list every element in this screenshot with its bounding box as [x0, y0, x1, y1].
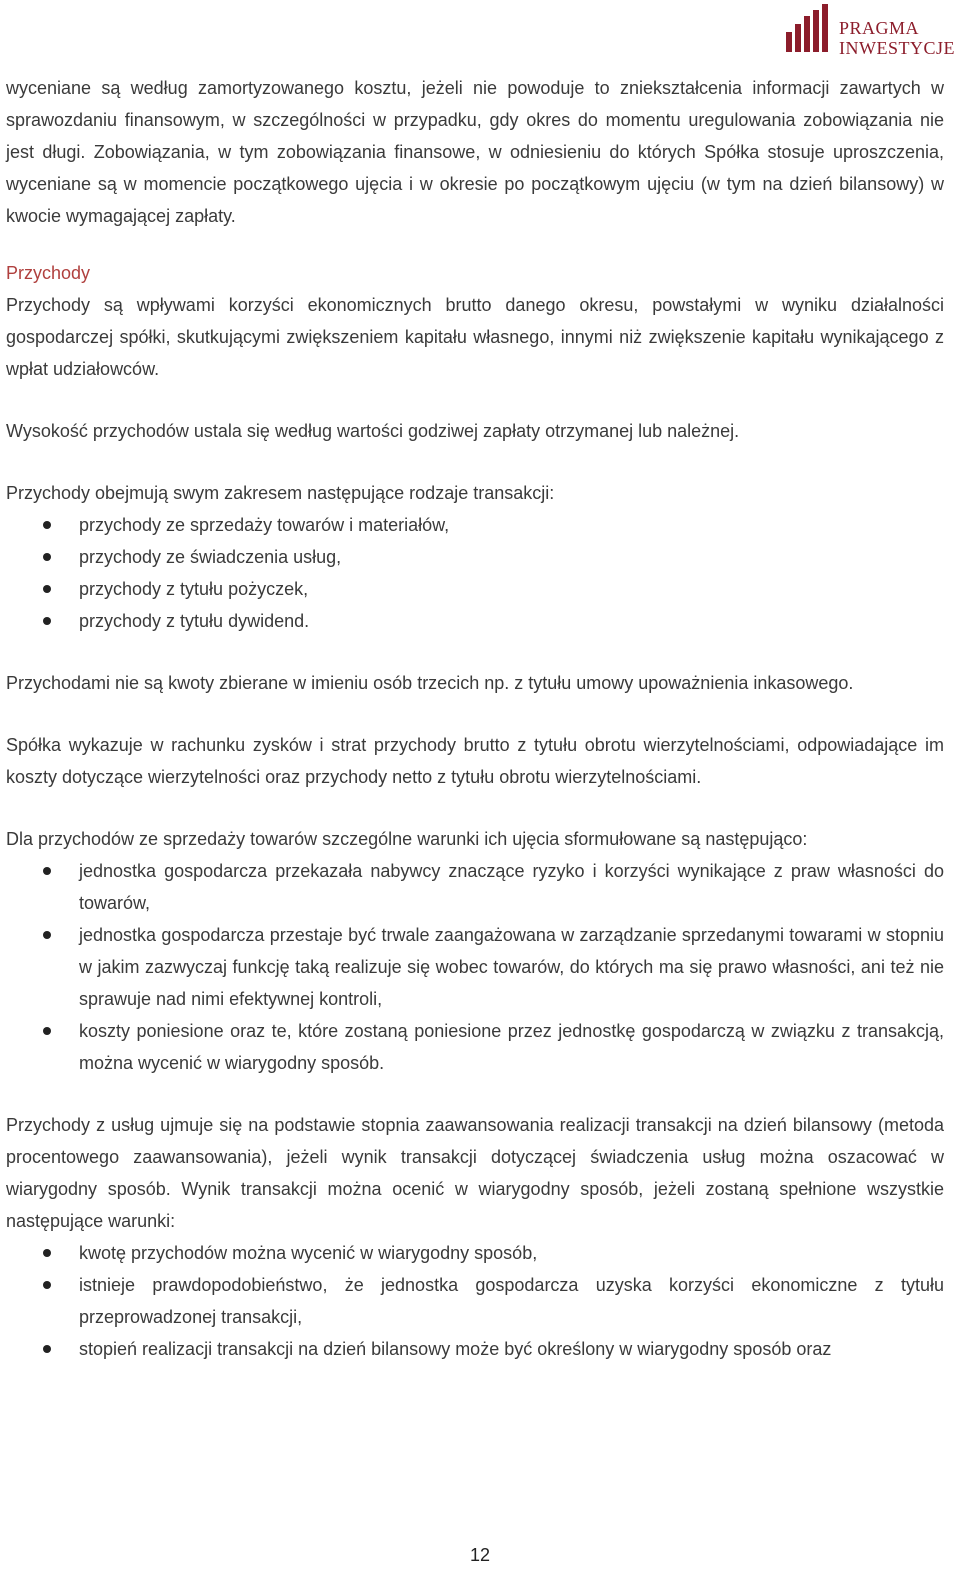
list-item: kwotę przychodów można wycenić w wiarygodny sposób,: [6, 1237, 944, 1269]
bullet-icon: [43, 521, 51, 529]
bullet-icon: [43, 1345, 51, 1353]
bullet-icon: [43, 1027, 51, 1035]
logo-text-line1: PRAGMA: [839, 18, 920, 38]
list-item: jednostka gospodarcza przestaje być trwale zaangażowana w zarządzanie sprzedanymi towarami w stopniu w jakim zazwyczaj funkcję taką realizuje się wobec towarów, do których ma się prawo własności, ani też nie sprawuje nad nimi efektywnej kontroli,: [6, 919, 944, 1015]
bullet-icon: [43, 1249, 51, 1257]
paragraph-services-intro: Przychody z usług ujmuje się na podstawie stopnia zaawansowania realizacji transakcji na dzień bilansowy (metoda procentowego zaawansowania), jeżeli wynik transakcji dotyczącej świadczenia usług można oszacować w wiarygodny sposób. Wynik transakcji można ocenić w wiarygodny sposób, jeżeli zostaną spełnione wszystkie następujące warunki:: [6, 1115, 944, 1231]
revenue-types-list: [6, 509, 944, 637]
goods-conditions-list: [6, 855, 944, 1079]
document-body: [6, 72, 944, 1365]
list-item: przychody z tytułu pożyczek,: [6, 573, 944, 605]
section-heading: Przychody: [6, 263, 91, 283]
logo-bars-icon: [784, 2, 836, 54]
bullet-icon: [43, 931, 51, 939]
list-item: stopień realizacji transakcji na dzień bilansowy może być określony w wiarygodny sposób oraz: [6, 1333, 944, 1365]
list-item: koszty poniesione oraz te, które zostaną poniesione przez jednostkę gospodarczą w związku z transakcją, można wycenić w wiarygodny sposób.: [6, 1015, 944, 1079]
list-item: istnieje prawdopodobieństwo, że jednostka gospodarcza uzyska korzyści ekonomiczne z tytułu przeprowadzonej transakcji,: [6, 1269, 944, 1333]
paragraph-types-intro: Przychody obejmują swym zakresem następujące rodzaje transakcji:: [6, 483, 555, 503]
paragraph-valuation: Wysokość przychodów ustala się według wartości godziwej zapłaty otrzymanej lub należnej.: [6, 421, 740, 441]
bullet-icon: [43, 867, 51, 875]
paragraph-third-parties: Przychodami nie są kwoty zbierane w imieniu osób trzecich np. z tytułu umowy upoważnienia inkasowego.: [6, 673, 854, 693]
bullet-icon: [43, 585, 51, 593]
list-item: przychody ze świadczenia usług,: [6, 541, 944, 573]
bullet-icon: [43, 553, 51, 561]
logo-text-line2: INWESTYCJE: [839, 38, 955, 58]
paragraph-definition: Przychody są wpływami korzyści ekonomicznych brutto danego okresu, powstałymi w wyniku działalności gospodarczej spółki, skutkującymi zwiększeniem kapitału własnego, innymi niż zwiększenie kapitału wynikającego z wpłat udziałowców.: [6, 295, 944, 379]
paragraph-goods-intro: Dla przychodów ze sprzedaży towarów szczególne warunki ich ujęcia sformułowane są następująco:: [6, 829, 808, 849]
list-item: jednostka gospodarcza przekazała nabywcy znaczące ryzyko i korzyści wynikające z praw własności do towarów,: [6, 855, 944, 919]
bullet-icon: [43, 617, 51, 625]
services-conditions-list: [6, 1237, 944, 1365]
paragraph-intro: wyceniane są według zamortyzowanego kosztu, jeżeli nie powoduje to zniekształcenia informacji zawartych w sprawozdaniu finansowym, w szczególności w przypadku, gdy okres do momentu uregulowania zobowiązania nie jest długi. Zobowiązania, w tym zobowiązania finansowe, w odniesieniu do których Spółka stosuje uproszczenia, wyceniane są w momencie początkowego ujęcia i w okresie po początkowym ujęciu (w tym na dzień bilansowy) w kwocie wymagającej zapłaty.: [6, 78, 944, 226]
paragraph-gross: Spółka wykazuje w rachunku zysków i strat przychody brutto z tytułu obrotu wierzytelnościami, odpowiadające im koszty dotyczące wierzytelności oraz przychody netto z tytułu obrotu wierzytelnościami.: [6, 735, 944, 787]
bullet-icon: [43, 1281, 51, 1289]
list-item: przychody ze sprzedaży towarów i materiałów,: [6, 509, 944, 541]
page-number: 12: [469, 1545, 491, 1565]
list-item: przychody z tytułu dywidend.: [6, 605, 944, 637]
company-logo: [784, 0, 954, 62]
